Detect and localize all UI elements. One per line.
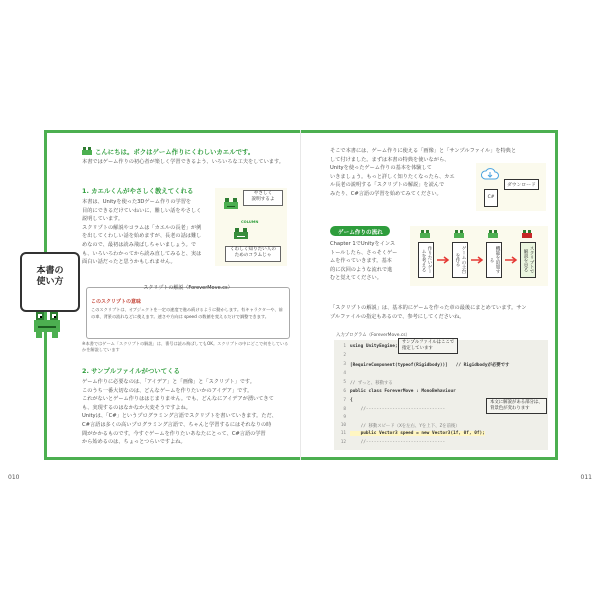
text-line: このうち一番大切なのは、どんなゲームを作りたいかのアイデア」です。 [82,387,253,394]
code-listing [334,340,548,450]
tab-label: 本書の 使い方 [36,266,64,287]
text-line: めなので、最初は読み飛ばしちゃいましょう。で [82,241,197,248]
code-line: [RequireComponent(typeof(Rigidbody))] // Rigidbodyが必要です [350,363,510,368]
line-number: 3 [343,362,346,367]
text-line: プルファイルの指定もあるので、参考にしてくださいね。 [330,313,465,320]
section3-heading-text: ゲーム作りの流れ [338,229,383,236]
code-line: //------------------------------ [350,407,446,412]
frog-icon [522,230,532,239]
scripts-note [330,304,550,321]
text-line: ル長老の説明する「スクリプトの解説」を読んで [330,182,445,189]
line-number: 7 [343,398,346,403]
intro-body: 本書ではゲーム作りの初心者が楽しく学習できるよう、いろいろな工夫をしています。 [82,159,284,165]
frog-icon [420,230,430,239]
script-note: ※本書ではゲーム「スクリプトの解説」は、番号は読み飛ばしてもOK。スクリプトの中にどこで何をしているかを解説しています [82,341,289,353]
cloud-download-icon [480,167,500,181]
text-line: から始めるのは、ちょっとつらいですよね。 [82,439,186,446]
flow-diagram [410,226,548,286]
code-line: public Vector3 speed = new Vector3(1f, 0f, 0f); [350,431,485,436]
text-line: ムを作っていきます。基本 [330,258,392,265]
text-line: C#言語は多くの高いプログラミング言語で、ちゃんと学習するにはそれなりの時 [82,421,272,428]
line-number: 5 [343,380,346,385]
flow-arrow-icon [471,256,485,264]
script-box-title: スクリプトの解説（ForeverMove.cs） [143,285,233,291]
text-line: Unityは、「C#」というプログラミング言語でスクリプトを書いていきます。ただ、 [82,413,277,420]
text-line: いきましょう。もっと詳しく知りたくなったら、カエ [330,173,455,180]
code-line: public class ForeverMove : MonoBehaviour [350,389,456,394]
download-illustration [476,163,546,211]
text-line: そこで本書には、ゲーム作りに使える「画像」と「サンプルファイル」を特典と [330,148,517,154]
line-number: 11 [340,431,346,436]
text-line: も、実現するのはなかなか大変そうですよね。 [82,404,191,411]
text-line: を出してくわしい話を始めますが、長老の話は難し [82,233,202,240]
callout-highlight: 本文に解説がある部分は、 背景色が変わります [486,398,547,414]
text-line: 目的にできるだけていねいに、難しい話をやさしく [82,207,202,214]
flow-step: スクリプトで解説を見る [520,242,536,278]
frog-small-icon [82,147,92,156]
section1-heading: 1. カエルくんがやさしく教えてくれる [82,187,194,195]
text-line: 説明しています。 [82,216,124,223]
text-line: Chapter 1でUnityをインス [330,241,396,247]
text-line: スクリプトの解説やコラムは「カエルの長老」が例 [82,224,202,231]
flow-arrow-icon [505,256,519,264]
code-line: // 移動スピード（Xを左右、Yを上下、Zを前後） [350,424,460,429]
column-label: COLUMN [241,220,259,224]
page-gutter [300,130,301,460]
flow-step: 機能を追加する [486,242,502,278]
text-line: Unityを使ったゲーム作りの基本を体験して [330,165,432,172]
text-line: みたり、C#言語の学習を始めてみてください。 [330,190,442,197]
flow-arrow-icon [437,256,451,264]
text-line: トールしたら、さっそくゲー [330,249,398,256]
speech-bubble: くわしく知りたい人の ためのコラムじゃ [225,246,281,262]
frog-character-icon [223,198,239,212]
section1-body [82,198,232,267]
line-number: 12 [340,440,346,445]
script-box-body: このスクリプトは、オブジェクトを一定の速度で進み続けるように動かします。有キャラクターや、前の車、背景の流れなどに使えます。速さや方向は speed の数値を変えるだけで調整できます。 [91,307,283,319]
kaeru-illustration [215,188,287,266]
text-line: むと覚えてください。 [330,275,382,282]
text-line: 「スクリプトの解説」は、基本的にゲームを作った章の最後にまとめています。サン [330,305,527,311]
frog-mascot-icon [32,312,62,340]
file-icon: C# [484,189,498,207]
frog-elder-icon [233,228,249,242]
text-line: 本書は、Unityを使った3Dゲーム作りの学習を [82,199,192,205]
text-line: 間がかかるものです。今すぐゲームを作りたいあなたにとって、C#言語の学習 [82,430,266,437]
text-line: も、いろいろわかってから読み直してみると、実は [82,250,202,257]
download-label: ダウンロード [504,179,539,190]
page-number-left: 010 [8,474,20,481]
section3-body [330,240,408,283]
callout-sample-file: サンプルファイルはここで 指定しています [398,338,458,354]
flow-step: 作りたいゲームを考える [418,242,434,278]
line-number: 6 [343,389,346,394]
line-number: 2 [343,353,346,358]
line-number: 8 [343,407,346,412]
code-line: { [350,398,353,403]
section2-body [82,378,296,447]
line-number: 10 [340,423,346,428]
frog-icon [454,230,464,239]
intro-title: こんにちは。ボクはゲーム作りにくわしいカエルです。 [95,148,255,156]
code-line: // ずっと、移動する [350,381,393,386]
frog-icon [488,230,498,239]
line-number: 1 [343,344,346,349]
line-number: 9 [343,415,346,420]
page-number-right: 011 [580,474,592,481]
section2-heading: 2. サンプルファイルがついてくる [82,367,180,375]
section3-heading [330,226,390,236]
code-line: using UnityEngine; [350,344,398,349]
speech-bubble: やさしく 説明するよ [243,190,283,206]
text-line: 面白い話だったと思うかもしれません。 [82,259,176,266]
line-number: 4 [343,371,346,376]
script-box-subtitle: このスクリプトの意味 [91,299,142,305]
text-line: これがないとゲーム作りははじまりません。でも、どんなにアイデアが湧いてきて [82,396,274,403]
chapter-tab [20,252,80,312]
code-caption: 入力プログラム（ForeverMove.cs） [336,333,410,338]
text-line: ゲーム作りに必要なのは、「アイデア」と「画像」と「スクリプト」です。 [82,379,255,385]
script-explanation-box [86,287,290,339]
code-line: //------------------------------ [350,440,446,445]
text-line: 的に次回のような流れで進 [330,266,393,273]
text-line: して付けました。まずは本書の特典を使いながら、 [330,156,450,163]
flow-step: ゲームの土台を作る [452,242,468,278]
